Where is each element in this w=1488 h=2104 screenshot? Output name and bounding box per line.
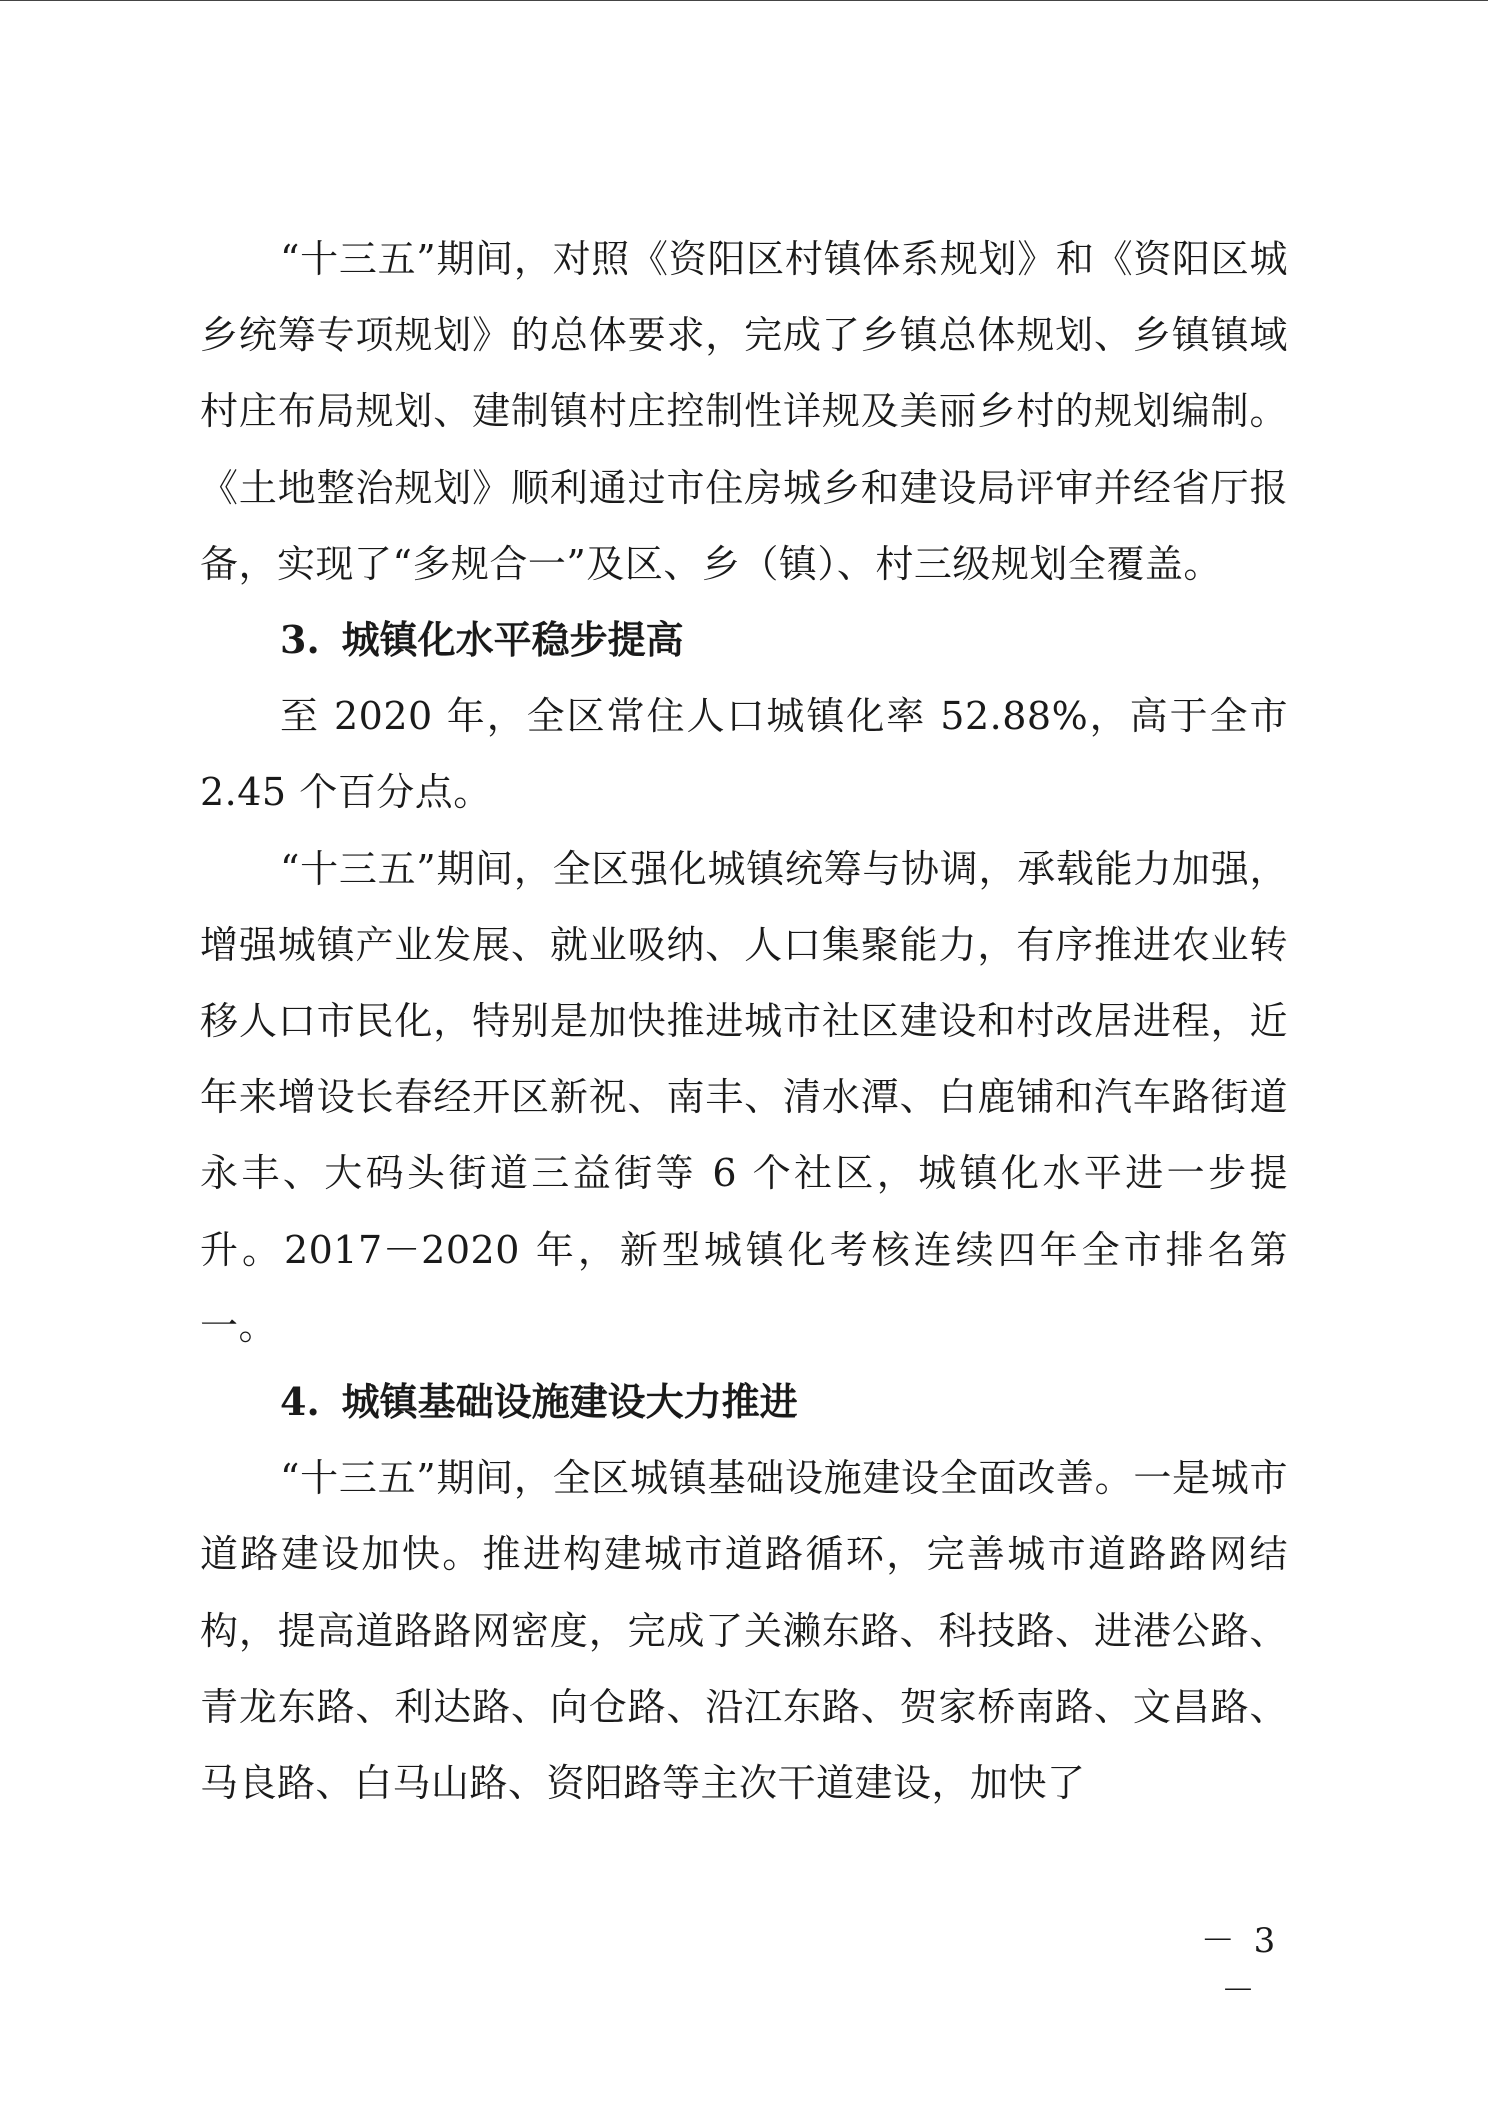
section-heading-text: 城镇基础设施建设大力推进 [341,1380,798,1425]
section-heading-number: 4. [280,1379,320,1425]
section-heading-infrastructure [200,1364,1288,1440]
section-heading-text: 城镇化水平稳步提高 [341,618,684,663]
paragraph-infrastructure: “十三五”期间，全区城镇基础设施建设全面改善。一是城市道路建设加快。推进构建城市道路循环，完善城市道路路网结构，提高道路路网密度，完成了关濑东路、科技路、进港公路、青龙东路、利达路、向仓路、沿江东路、贺家桥南路、文昌路、马良路、白马山路、资阳路等主次干道建设，加快了 [200,1456,1288,1806]
paragraph-planning: “十三五”期间，对照《资阳区村镇体系规划》和《资阳区城乡统筹专项规划》的总体要求，完成了乡镇总体规划、乡镇镇域村庄布局规划、建制镇村庄控制性详规及美丽乡村的规划编制。《土地整治规划》顺利通过市住房城乡和建设局评审并经省厅报备，实现了“多规合一”及区、乡（镇）、村三级规划全覆盖。 [200,237,1288,586]
paragraph-urbanization-rate: 至 2020 年，全区常住人口城镇化率 52.88%，高于全市 2.45 个百分点。 [200,694,1288,815]
document-body [200,221,1288,1821]
section-heading-urbanization [200,602,1288,678]
paragraph-urbanization-coordination: “十三五”期间，全区强化城镇统筹与协调，承载能力加强，增强城镇产业发展、就业吸纳、人口集聚能力，有序推进农业转移人口市民化，特别是加快推进城市社区建设和村改居进程，近年来增设长春经开区新祝、南丰、清水潭、白鹿铺和汽车路街道永丰、大码头街道三益街等 6 个社区，城镇化水平进一步提升。2017－2020 年，新型城镇化考核连续四年全市排名第一。 [200,846,1288,1348]
page-number: － 3 － [1200,1921,1280,2011]
section-heading-number: 3. [280,617,320,663]
